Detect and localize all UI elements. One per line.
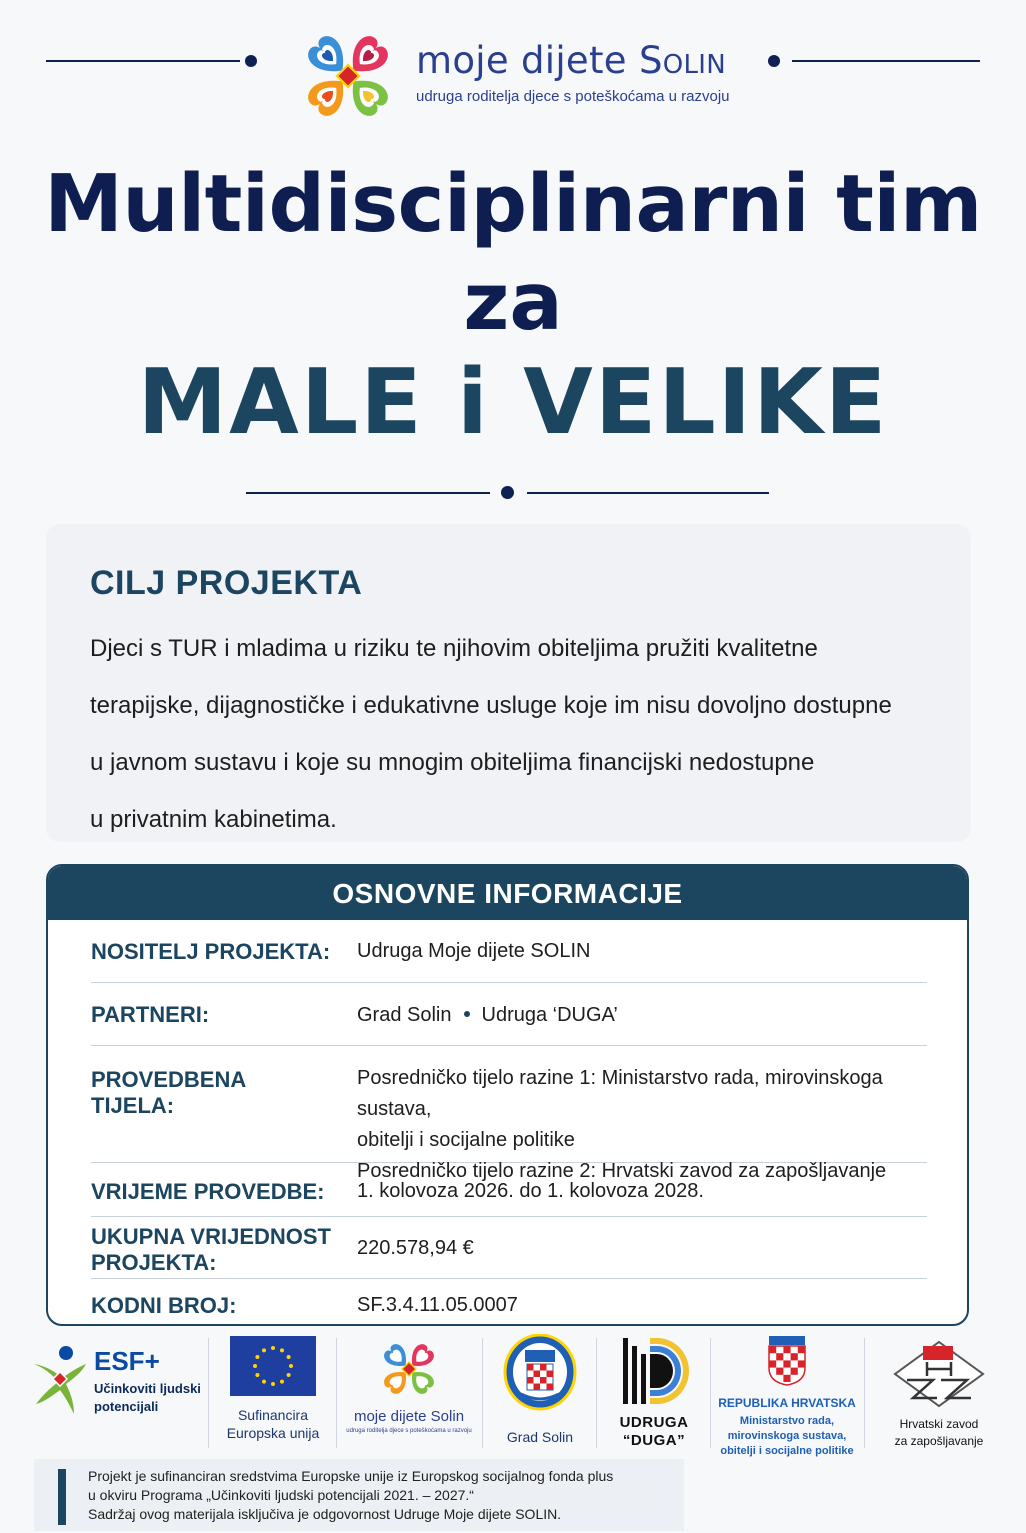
- rh-ministry: [712, 1414, 862, 1459]
- header-left-dot: [245, 55, 257, 67]
- esf-subtitle-line: Učinkoviti ljudski: [94, 1381, 201, 1396]
- info-label: PROVEDBENA TIJELA:: [91, 1067, 246, 1118]
- info-label: PARTNERI:: [91, 1002, 210, 1027]
- disclaimer-text: [88, 1467, 678, 1524]
- esf-figure-icon: [30, 1344, 88, 1416]
- heart-flower-icon: [292, 20, 404, 132]
- disclaimer-accent-bar: [58, 1469, 66, 1525]
- funding-disclaimer: [34, 1459, 684, 1531]
- logo-divider: [482, 1338, 483, 1448]
- mds-subtitle: udruga roditelja djece s poteškoćama u razvoju: [346, 1428, 472, 1434]
- info-value-line: obitelji i socijalne politike: [357, 1129, 575, 1151]
- disclaimer-line: Sadržaj ovog materijala isključiva je odgovornost Udruge Moje dijete SOLIN.: [88, 1506, 562, 1522]
- info-row-holder: [91, 920, 927, 983]
- esf-logo: [28, 1334, 204, 1452]
- hzz-logo-icon: [893, 1340, 985, 1408]
- info-label: KODNI BROJ:: [91, 1293, 237, 1318]
- organization-logo: [292, 20, 730, 132]
- info-row-partners: [91, 983, 927, 1046]
- title-line-1: Multidisciplinarni tim: [44, 158, 982, 250]
- info-label-line: PROJEKTA:: [91, 1250, 217, 1275]
- info-value-line: Posredničko tijelo razine 1: Ministarstvo rada, mirovinskoga sustava,: [357, 1067, 883, 1120]
- heart-flower-icon: [374, 1334, 444, 1404]
- info-row-bodies: [91, 1046, 927, 1182]
- solin-coat-of-arms-icon: [503, 1334, 577, 1414]
- partner-name: Grad Solin: [357, 1004, 452, 1026]
- eu-caption-line: Sufinancira: [237, 1407, 309, 1423]
- eu-logo: [220, 1334, 326, 1452]
- croatian-coat-of-arms-icon: [767, 1334, 807, 1386]
- rh-title: REPUBLIKA HRVATSKA: [718, 1396, 856, 1410]
- logo-subtitle: udruga roditelja djece s poteškoćama u razvoju: [416, 88, 730, 105]
- title-line-3: MALE i VELIKE: [137, 350, 889, 455]
- esf-title: ESF+: [94, 1346, 160, 1376]
- mds-title: moje dijete Solin: [353, 1408, 465, 1425]
- rh-ministry-line: Ministarstvo rada,: [739, 1415, 835, 1427]
- info-value: 220.578,94 €: [357, 1237, 474, 1259]
- eu-flag-icon: [230, 1336, 316, 1396]
- eu-caption-line: Europska unija: [226, 1425, 320, 1441]
- info-row-code: [91, 1279, 927, 1325]
- logo-divider: [596, 1338, 597, 1448]
- goal-line: terapijske, dijagnostičke i edukativne usluge koje im nisu dovoljno dostupne: [90, 692, 892, 719]
- info-row-value: [91, 1217, 927, 1279]
- logo-divider: [710, 1338, 711, 1448]
- goal-text: [90, 620, 950, 848]
- info-value: Udruga Moje dijete SOLIN: [357, 940, 591, 962]
- goal-heading: CILJ PROJEKTA: [90, 564, 363, 602]
- goal-line: u javnom sustavu i koje su mnogim obiteljima financijski nedostupne: [90, 749, 815, 776]
- partner-name: Udruga ‘DUGA’: [481, 1004, 618, 1026]
- duga-caption-line: “DUGA”: [622, 1432, 686, 1449]
- title-right-rule: [527, 492, 769, 494]
- hzz-caption: [874, 1416, 1004, 1450]
- info-value-line: Posredničko tijelo razine 2: Hrvatski zavod za zapošljavanje: [357, 1160, 887, 1182]
- logo-title: moje dijete Solin: [416, 39, 726, 82]
- info-label: VRIJEME PROVEDBE:: [91, 1179, 325, 1204]
- info-label-line: UKUPNA VRIJEDNOST: [91, 1224, 331, 1249]
- eu-caption: [220, 1406, 326, 1442]
- logo-divider: [864, 1338, 865, 1448]
- basic-info-section: [46, 864, 969, 1326]
- duga-logo-icon: [619, 1336, 689, 1406]
- grad-solin-logo: [492, 1334, 588, 1452]
- info-heading: OSNOVNE INFORMACIJE: [48, 866, 967, 920]
- hzz-caption-line: za zapošljavanje: [894, 1434, 984, 1448]
- title-line-2: za: [463, 256, 563, 348]
- info-label: NOSITELJ PROJEKTA:: [91, 939, 331, 964]
- esf-subtitle-line: potencijali: [94, 1399, 159, 1414]
- rh-ministry-line: obitelji i socijalne politike: [720, 1445, 854, 1457]
- logo-divider: [336, 1338, 337, 1448]
- udruga-duga-logo: [604, 1334, 704, 1452]
- separator-dot: [464, 1011, 470, 1017]
- duga-caption-line: UDRUGA: [619, 1414, 689, 1431]
- goal-line: Djeci s TUR i mladima u riziku te njihovim obiteljima pružiti kvalitetne: [90, 635, 818, 662]
- info-value: [357, 1000, 927, 1031]
- info-label: [91, 1224, 331, 1276]
- header-right-dot: [768, 55, 780, 67]
- moje-dijete-solin-logo: [342, 1334, 476, 1452]
- hzz-logo: [874, 1334, 1004, 1452]
- header-left-rule: [46, 60, 240, 62]
- logo-divider: [208, 1338, 209, 1448]
- hzz-caption-line: Hrvatski zavod: [899, 1417, 979, 1431]
- header-right-rule: [792, 60, 980, 62]
- partner-logos: [0, 1334, 1026, 1457]
- title-left-rule: [246, 492, 490, 494]
- title-center-dot: [501, 486, 514, 499]
- info-value: SF.3.4.11.05.0007: [357, 1294, 518, 1316]
- republika-hrvatska-logo: [712, 1334, 862, 1457]
- solin-caption: Grad Solin: [506, 1429, 574, 1445]
- goal-line: u privatnim kabinetima.: [90, 806, 337, 833]
- disclaimer-line: Projekt je sufinanciran sredstvima Europske unije iz Europskog socijalnog fonda plus: [88, 1468, 614, 1484]
- duga-caption: [604, 1414, 704, 1450]
- info-row-duration: [91, 1163, 927, 1217]
- disclaimer-line: u okviru Programa „Učinkoviti ljudski potencijali 2021. – 2027.“: [88, 1487, 474, 1503]
- esf-subtitle: [94, 1380, 201, 1416]
- rh-ministry-line: mirovinskoga sustava,: [727, 1430, 847, 1442]
- project-goal-section: [46, 524, 971, 842]
- info-value: 1. kolovoza 2026. do 1. kolovoza 2028.: [357, 1180, 704, 1202]
